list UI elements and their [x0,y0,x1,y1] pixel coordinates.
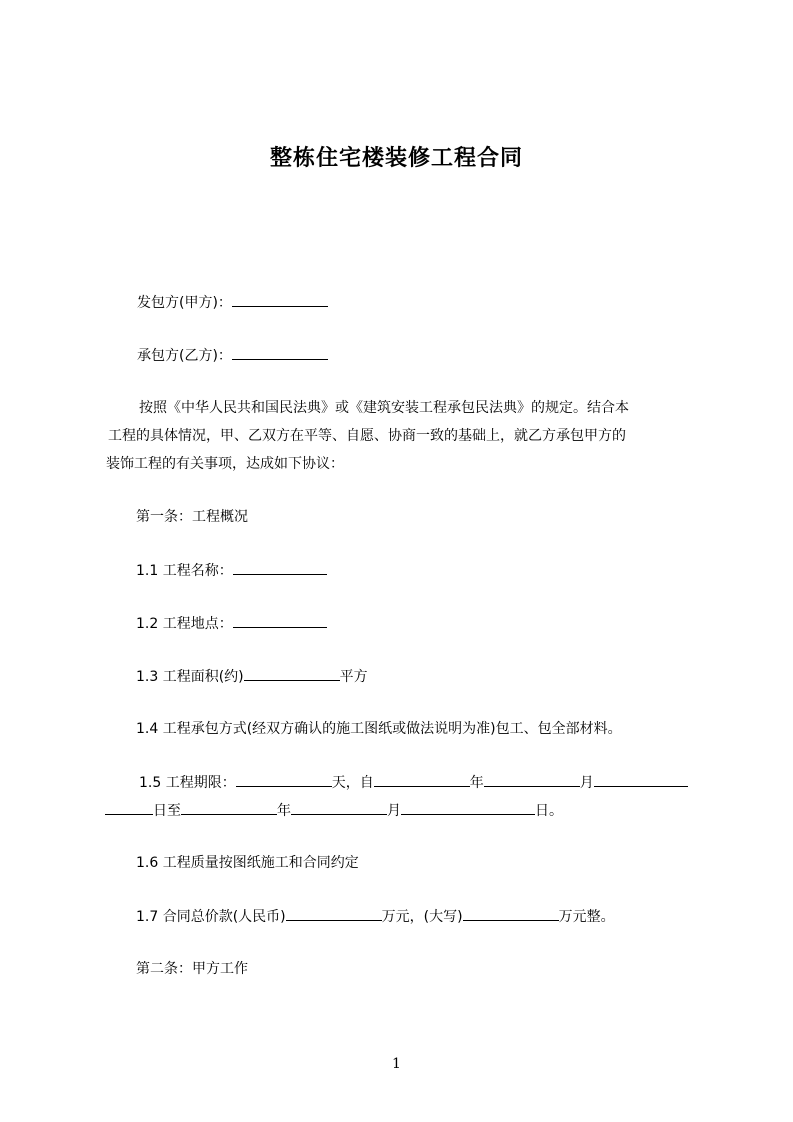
item-1-7 [136,906,615,927]
item-1-5-day-blank-cont [105,800,153,815]
item-1-5-day-end: 日。 [535,803,563,819]
item-1-2 [136,613,327,634]
item-1-5-days: 天，自 [331,775,374,791]
item-1-7-wan-end: 万元整。 [558,909,615,925]
document-title: 整栋住宅楼装修工程合同 [269,146,523,171]
item-1-3-label: 1.3 工程面积(约) [136,669,244,685]
intro-line-3: 装饰工程的有关事项，达成如下协议： [106,456,344,472]
party-b-label: 承包方(乙方)： [137,348,232,364]
item-1-7-capital-blank [463,906,559,921]
intro-line-1: 按照《中华人民共和国民法典》或《建筑安装工程承包民法典》的规定。结合本 [139,400,629,416]
item-1-5-day2-blank [401,800,535,815]
item-1-7-wan: 万元，(大写) [381,909,463,925]
item-1-5-days-blank [236,772,332,787]
party-b-blank [232,345,328,360]
item-1-5-label: 1.5 工程期限： [139,775,236,791]
item-1-2-blank [233,613,327,628]
party-a-blank [232,292,328,307]
item-1-5-month-blank [484,772,580,787]
article-1-heading: 第一条：工程概况 [136,509,248,525]
item-1-3-unit: 平方 [339,669,368,685]
article-2-heading: 第二条：甲方工作 [136,961,248,977]
party-a-line [137,292,328,313]
item-1-5-month2: 月 [387,803,401,819]
item-1-5-year: 年 [469,775,484,791]
item-1-5-line-1 [139,772,688,793]
item-1-5-year2-blank [181,800,277,815]
item-1-2-label: 1.2 工程地点： [136,616,233,632]
item-1-5-month: 月 [579,775,594,791]
item-1-7-label: 1.7 合同总价款(人民币) [136,909,286,925]
item-1-5-day-blank [594,772,688,787]
item-1-5-day-to: 日至 [153,803,181,819]
intro-line-2: 工程的具体情况，甲、乙双方在平等、自愿、协商一致的基础上，就乙方承包甲方的 [108,428,626,444]
item-1-7-amount-blank [286,906,382,921]
page-number: 1 [392,1056,401,1072]
item-1-3-blank [244,666,340,681]
item-1-3 [136,666,368,687]
party-b-line [137,345,328,366]
item-1-4: 1.4 工程承包方式(经双方确认的施工图纸或做法说明为准)包工、包全部材料。 [136,721,622,737]
item-1-5-line-2 [105,800,563,821]
item-1-1 [136,560,327,581]
item-1-1-blank [233,560,327,575]
item-1-1-label: 1.1 工程名称： [136,563,233,579]
item-1-5-month2-blank [291,800,387,815]
item-1-5-year2: 年 [277,803,291,819]
party-a-label: 发包方(甲方)： [137,295,232,311]
item-1-5-year-blank [374,772,470,787]
item-1-6: 1.6 工程质量按图纸施工和合同约定 [136,855,359,871]
